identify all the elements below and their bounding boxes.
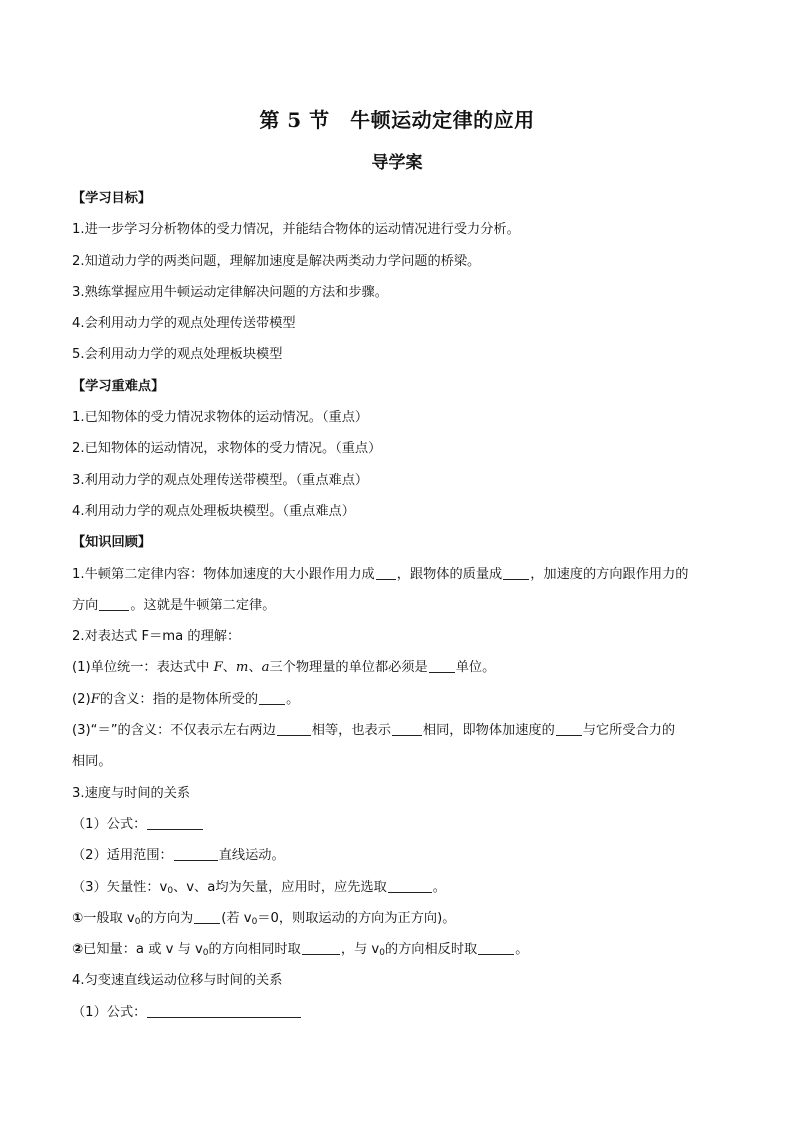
keypoint-item: 2.已知物体的运动情况，求物体的受力情况。（重点） [72,441,382,457]
q2-sub-3: (3)“＝”的含义：不仅表示左右两边 相等，也表示 相同，即物体加速度的 与它所受合力的 [72,723,676,739]
objective-item: 4.会利用动力学的观点处理传送带模型 [72,316,296,332]
q3-vector: （3）矢量性：$v_0$、v、a均为矢量，应用时，应先选取 。 [72,879,446,896]
q2-sub-1: (1)单位统一：表达式中 F、m、a三个物理量的单位都必须是 单位。 [72,660,496,676]
keypoint-item: 4.利用动力学的观点处理板块模型。（重点难点） [72,503,355,519]
objective-item: 3.熟练掌握应用牛顿运动定律解决问题的方法和步骤。 [72,284,388,300]
fill-blank[interactable] [556,722,582,736]
fill-blank[interactable] [478,941,514,955]
fill-blank[interactable] [99,597,129,611]
q3-title: 3.速度与时间的关系 [72,785,191,801]
page-title: 第 5 节 牛顿运动定律的应用 [259,108,535,132]
q2-sub-3-cont: 相同。 [72,754,112,770]
q1-line-2: 方向 。这就是牛顿第二定律。 [72,597,276,613]
q3-range: （2）适用范围： 直线运动。 [72,848,285,864]
q4-formula: （1）公式： [72,997,724,1028]
document-body [72,183,724,1028]
fill-blank[interactable] [429,659,455,673]
fill-blank[interactable] [259,691,285,705]
q1-line-1: 1.牛顿第二定律内容：物体加速度的大小跟作用力成 ，跟物体的质量成 ，加速度的方向跟作用力的 [72,566,689,582]
fill-blank[interactable] [277,722,311,736]
review-heading: 【知识回顾】 [72,535,152,551]
fill-blank[interactable] [302,941,340,955]
q2-sub-2: (2)F的含义：指的是物体所受的 。 [72,691,300,707]
q3-formula: （1）公式： [72,809,724,840]
q3-case-1: ①一般取 $v_0$的方向为 (若 $v_0=0$，则取运动的方向为正方向)。 [72,910,456,927]
fill-blank[interactable] [376,565,396,579]
fill-blank[interactable] [194,910,220,924]
objective-item: 1.进一步学习分析物体的受力情况，并能结合物体的运动情况进行受力分析。 [72,222,520,238]
fill-blank[interactable] [174,847,218,861]
objectives-heading: 【学习目标】 [72,191,152,206]
page-subtitle: 导学案 [371,153,423,173]
fill-blank[interactable] [388,878,432,892]
objective-item: 5.会利用动力学的观点处理板块模型 [72,347,283,363]
keypoints-heading: 【学习重难点】 [72,378,165,394]
keypoint-item: 3.利用动力学的观点处理传送带模型。（重点难点） [72,472,369,488]
fill-blank[interactable] [503,565,529,579]
fill-blank[interactable] [147,1004,301,1018]
objective-item: 2.知道动力学的两类问题，理解加速度是解决两类动力学问题的桥梁。 [72,253,481,269]
fill-blank[interactable] [392,722,422,736]
fill-blank[interactable] [147,816,203,830]
q2-title: 2.对表达式 F＝ma 的理解： [72,629,241,645]
keypoint-item: 1.已知物体的受力情况求物体的运动情况。（重点） [72,410,369,426]
q3-case-2: ②已知量：a 或 v 与 $v_0$的方向相同时取 ，与 $v_0$的方向相反时取 。 [72,942,529,959]
q4-title: 4.匀变速直线运动位移与时间的关系 [72,973,283,989]
